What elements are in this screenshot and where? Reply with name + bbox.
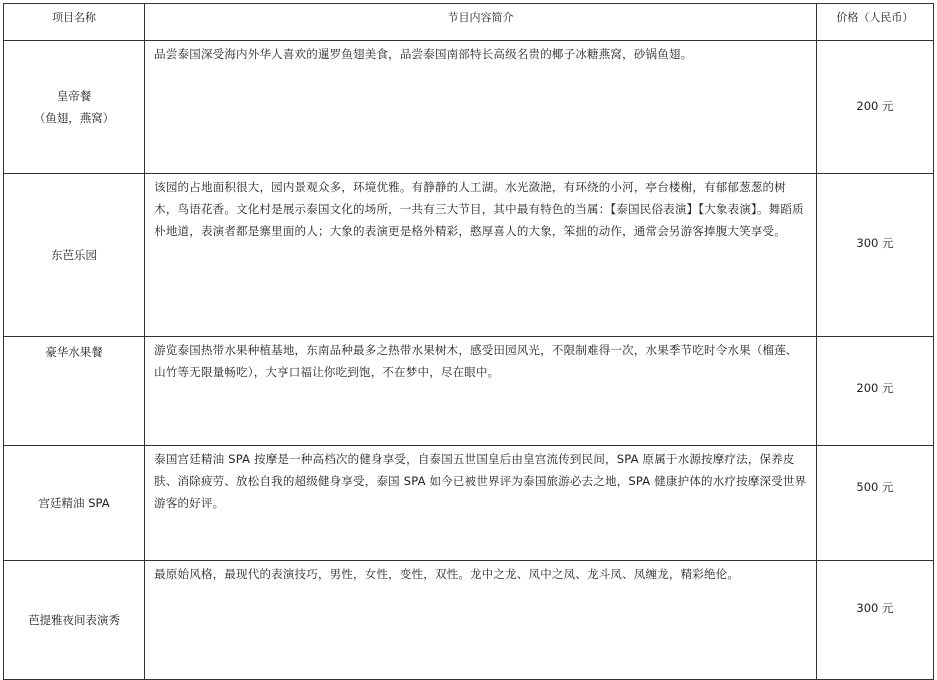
item-name-sub: （鱼翅，燕窝） — [33, 111, 115, 125]
item-name: 皇帝餐 — [56, 89, 92, 103]
item-name-cell — [4, 41, 145, 174]
item-description: 品尝泰国深受海内外华人喜欢的暹罗鱼翅美食，品尝泰国南部特长高级名贵的椰子冰糖燕窝，砂锅鱼翅。 — [145, 41, 817, 174]
item-price: 300 元 — [816, 561, 933, 680]
item-name-cell — [4, 561, 145, 680]
item-name-cell — [4, 446, 145, 561]
table-row — [4, 561, 934, 680]
item-price: 300 元 — [816, 174, 933, 337]
item-name-cell — [4, 337, 145, 446]
header-name: 项目名称 — [4, 4, 145, 41]
header-price: 价格（人民币） — [816, 4, 933, 41]
table-row — [4, 337, 934, 446]
item-price: 200 元 — [816, 337, 933, 446]
table-row — [4, 446, 934, 561]
item-name: 宫廷精油 SPA — [38, 496, 110, 510]
item-name: 豪华水果餐 — [45, 345, 103, 359]
table-row — [4, 174, 934, 337]
item-name: 芭提雅夜间表演秀 — [28, 613, 121, 627]
item-name-cell — [4, 174, 145, 337]
item-price: 200 元 — [816, 41, 933, 174]
program-price-table — [3, 3, 934, 680]
item-name: 东芭乐园 — [51, 248, 98, 262]
item-description: 该园的占地面积很大，园内景观众多，环境优雅。有静静的人工湖。水光潋滟，有环绕的小河，亭台楼榭，有郁郁葱葱的树木，鸟语花香。文化村是展示泰国文化的场所，一共有三大节目，其中最有特色的当属：【泰国民俗表演】【大象表演】。舞蹈质朴地道，表演者都是寨里面的人；大象的表演更是格外精彩，憨厚喜人的大象，笨拙的动作，通常会另游客捧腹大笑享受。 — [145, 174, 817, 337]
item-description: 最原始风格，最现代的表演技巧，男性，女性，变性，双性。龙中之龙、凤中之凤、龙斗凤、凤缠龙，精彩绝伦。 — [145, 561, 817, 680]
table-header-row — [4, 4, 934, 41]
header-content: 节目内容简介 — [145, 4, 817, 41]
item-price: 500 元 — [816, 446, 933, 561]
table-row — [4, 41, 934, 174]
item-description: 游览泰国热带水果种植基地，东南品种最多之热带水果树木，感受田园风光，不限制难得一次，水果季节吃时令水果（榴莲、山竹等无限量畅吃），大亨口福让你吃到饱，不在梦中，尽在眼中。 — [145, 337, 817, 446]
item-description: 泰国宫廷精油 SPA 按摩是一种高档次的健身享受，自泰国五世国皇后由皇宫流传到民间，SPA 原属于水源按摩疗法，保养皮肤、消除疲劳、放松自我的超级健身享受，泰国 SPA 如今已被世界评为泰国旅游必去之地，SPA 健康护体的水疗按摩深受世界游客的好评。 — [145, 446, 817, 561]
